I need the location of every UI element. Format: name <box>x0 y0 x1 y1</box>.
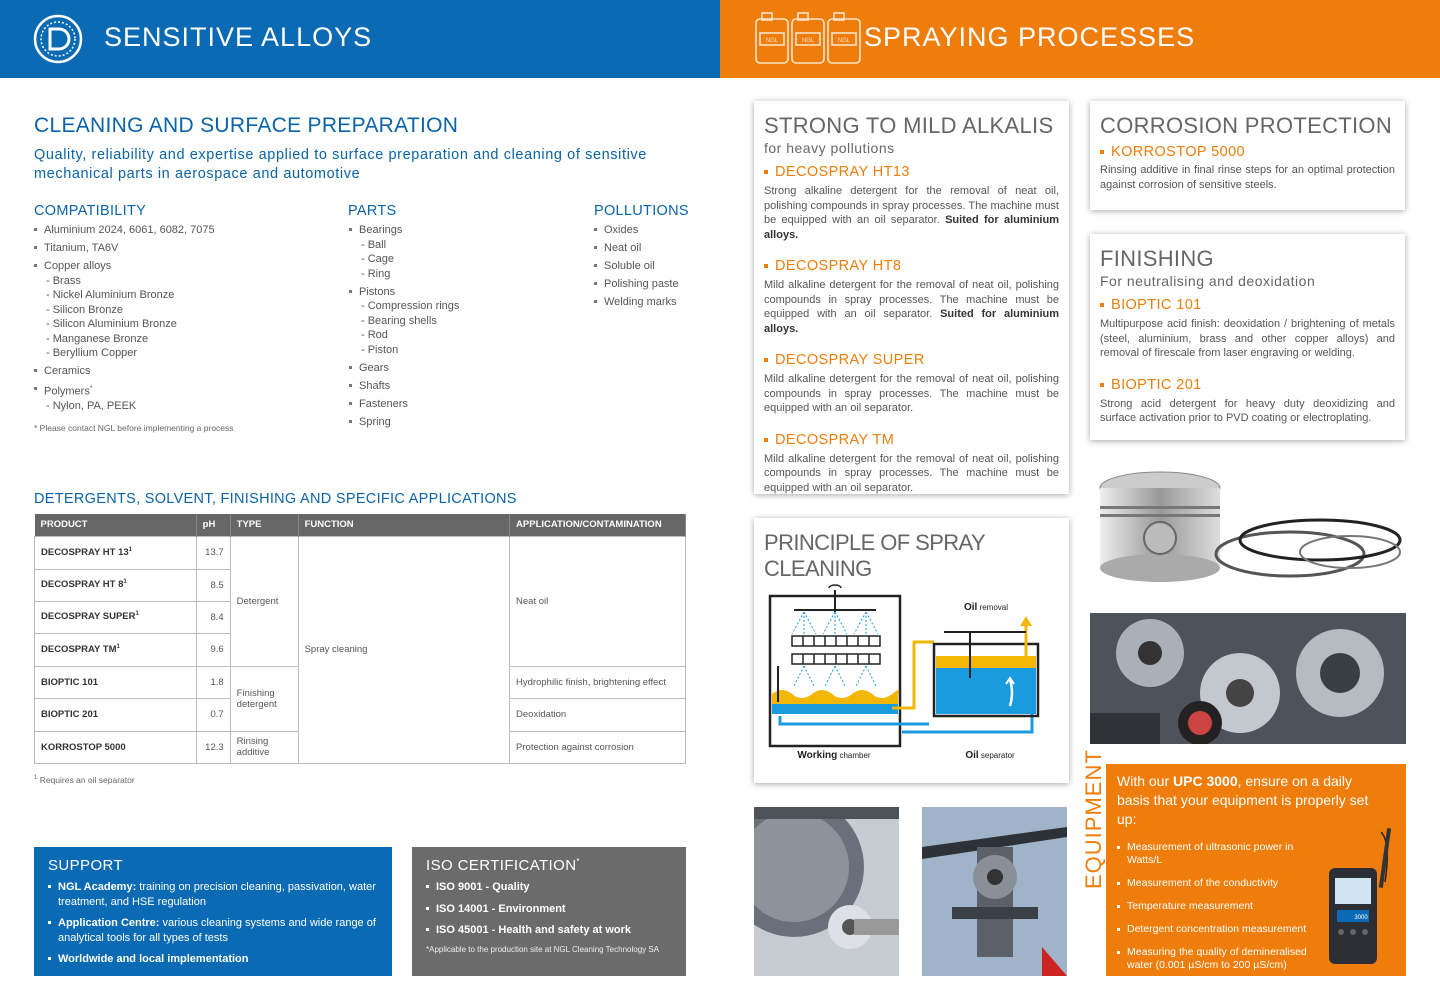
alkalis-card <box>754 101 1069 494</box>
product-name: BIOPTIC 201 <box>1100 377 1395 393</box>
list-sub-item: - Cage <box>361 253 395 265</box>
svg-text:Working chamber <box>797 750 871 761</box>
table-row <box>35 536 686 569</box>
equipment-list <box>1117 841 1309 972</box>
oil-removal-label: Oil <box>963 602 978 613</box>
alkalis-subtitle: for heavy pollutions <box>764 140 895 156</box>
can-label: NGL <box>801 38 815 44</box>
support-item: Worldwide and local implementation <box>48 952 378 967</box>
cleaning-title: CLEANING AND SURFACE PREPARATION <box>34 114 459 137</box>
cleaning-subtitle <box>34 146 714 184</box>
table-header: PRODUCT <box>35 514 197 536</box>
list-sub-item: - Manganese Bronze <box>46 332 149 345</box>
table-header: pH <box>196 514 230 536</box>
list-sub-item: - Nickel Aluminium Bronze <box>46 289 175 301</box>
compatibility-note: * Please contact NGL before implementing a process <box>34 423 234 433</box>
ph-cell: 9.6 <box>196 633 230 666</box>
finishing-card <box>1090 234 1405 440</box>
oil-removal-label: removal <box>977 603 1009 612</box>
oil-separator-icon <box>934 632 1038 716</box>
equipment-item: Measurement of ultrasonic power in Watts/L <box>1117 841 1309 867</box>
type-cell: Finishing detergent <box>230 666 298 731</box>
product-description: Strong acid detergent for heavy duty deoxidizing and surface activation prior to PVD coating or electroplating. <box>1100 397 1395 424</box>
can-label: NGL <box>765 38 779 44</box>
product-cell: DECOSPRAY SUPER$^1$ <box>35 601 197 633</box>
oil-separator-label: Oil <box>965 750 979 761</box>
finishing-title: FINISHING <box>1100 246 1214 271</box>
equipment-vertical-label: EQUIPMENT <box>1081 749 1106 889</box>
products-table <box>34 514 686 764</box>
detergent-cans-icon <box>754 11 864 65</box>
parts-title: PARTS <box>348 203 397 219</box>
product-description: Mild alkaline detergent for the removal of neat oil, polishing compounds in spray processes. The machine must be equipped with an oil separator. <box>764 373 1059 414</box>
product-description: Rinsing additive in final rinse steps for an optimal protection against corrosion of sensitive steels. <box>1100 164 1395 191</box>
finishing-subtitle: For neutralising and deoxidation <box>1100 273 1316 289</box>
table-header: FUNCTION <box>298 514 509 536</box>
product-name: KORROSTOP 5000 <box>1100 144 1395 160</box>
iso-box <box>412 847 686 976</box>
list-item: Aluminium 2024, 6061, 6082, 7075 <box>34 223 314 238</box>
ph-cell: 13.7 <box>196 536 230 569</box>
product-name: DECOSPRAY TM <box>764 432 1059 448</box>
product-name: DECOSPRAY SUPER <box>764 352 1059 368</box>
ph-cell: 0.7 <box>196 698 230 731</box>
iso-note: *Applicable to the production site at NGL Cleaning Technology SA <box>426 944 660 954</box>
product-cell: DECOSPRAY $TM^1$ <box>35 633 197 666</box>
list-item: Titanium, TA6V <box>34 241 314 256</box>
list-item: Soluble oil <box>594 259 714 274</box>
support-item: Application Centre: various cleaning systems and wide range of analytical tools for all types of tests <box>48 916 378 945</box>
list-sub-item: - Ball <box>361 238 387 251</box>
equipment-item: Detergent concentration measurement <box>1117 923 1309 936</box>
list-item: Oxides <box>594 223 714 238</box>
table-header: TYPE <box>230 514 298 536</box>
table-title: DETERGENTS, SOLVENT, FINISHING AND SPECIFIC APPLICATIONS <box>34 491 517 507</box>
pollutions-list <box>594 223 714 313</box>
product-description: Mild alkaline detergent for the removal of neat oil, polishing compounds in spray processes. The machine must be equipped with an oil separator. Suited for aluminium alloys. <box>764 279 1059 335</box>
ph-cell: 8.4 <box>196 601 230 633</box>
working-chamber-label: Working <box>797 750 838 761</box>
list-item: Spring <box>349 415 549 430</box>
equipment-item: Measuring the quality of demineralised water (0.001 µS/cm to 200 µS/cm) <box>1117 946 1309 972</box>
equipment-intro: With our UPC 3000, ensure on a daily basis that your equipment is properly set up: <box>1117 773 1369 827</box>
header-left <box>0 0 720 78</box>
ph-cell: 12.3 <box>196 731 230 763</box>
type-cell: Detergent <box>230 536 298 666</box>
cleaning-subtitle-line-1: Quality, reliability and expertise applied to surface preparation and cleaning of sensitive <box>34 147 647 163</box>
table-header: APPLICATION/CONTAMINATION <box>510 514 686 536</box>
piston-photo <box>1090 462 1406 592</box>
svg-text:Oil separator <box>965 750 1015 761</box>
support-box <box>34 847 392 976</box>
engine-photo <box>1090 613 1406 744</box>
product-description: Strong alkaline detergent for the removal of neat oil, polishing compounds in spray processes. The machine must be equipped with an oil separator. Suited for aluminium alloys. <box>764 185 1059 241</box>
ngl-logo-icon <box>33 14 83 64</box>
iso-list <box>426 880 672 938</box>
header-right <box>720 0 1440 78</box>
list-sub-item: - Compression rings <box>361 300 460 312</box>
can-label: NGL <box>837 38 851 44</box>
parts-list <box>349 223 549 433</box>
iso-item: ISO 9001 - Quality <box>426 880 672 895</box>
support-title: SUPPORT <box>48 857 124 874</box>
cleaning-subtitle-line-2: mechanical parts in aerospace and automotive <box>34 166 361 182</box>
compatibility-list <box>34 223 314 417</box>
working-chamber-label: chamber <box>837 751 871 760</box>
product-name: DECOSPRAY HT13 <box>764 164 1059 180</box>
device-label: 3000 <box>1354 915 1368 921</box>
list-item: Neat oil <box>594 241 714 256</box>
list-sub-item: - Silicon Aluminium Bronze <box>46 318 177 330</box>
list-item: Pistons - Compression rings - Bearing shells - Rod - Piston <box>349 285 549 358</box>
corrosion-card <box>1090 101 1405 210</box>
application-cell: Neat oil <box>510 536 686 666</box>
list-item: Gears <box>349 361 549 376</box>
application-cell: Protection against corrosion <box>510 731 686 763</box>
oil-separator-label: separator <box>978 751 1015 760</box>
product-cell: BIOPTIC 201 <box>35 698 197 731</box>
list-sub-item: - Brass <box>46 274 81 287</box>
application-cell: Hydrophilic finish, brightening effect <box>510 666 686 698</box>
support-list <box>48 880 378 967</box>
list-item: Bearings - Ball - Cage - Ring <box>349 223 549 281</box>
product-cell: DECOSPRAY HT $13^1$ <box>35 536 197 569</box>
helicopter-rotor-photo <box>922 807 1067 976</box>
iso-title: ISO CERTIFICATION* <box>426 857 580 874</box>
list-item: Copper alloys - Brass - Nickel Aluminium Bronze - Silicon Bronze - Silicon Aluminium Bronze - Manganese Bronze - Beryllium Copper <box>34 259 314 361</box>
list-sub-item: - Beryllium Copper <box>46 347 138 359</box>
corrosion-title: CORROSION PROTECTION <box>1100 113 1393 138</box>
iso-item: ISO 14001 - Environment <box>426 902 672 917</box>
list-sub-item: - Silicon Bronze <box>46 303 124 316</box>
working-chamber-icon <box>770 585 900 746</box>
list-sub-item: - Piston <box>361 343 399 356</box>
principle-title: PRINCIPLE OF SPRAY CLEANING <box>764 530 985 581</box>
list-item: Shafts <box>349 379 549 394</box>
equipment-item: Measurement of the conductivity <box>1117 877 1309 890</box>
list-sub-item: - Nylon, PA, PEEK <box>46 400 137 413</box>
type-cell: Rinsing additive <box>230 731 298 763</box>
equipment-item: Temperature measurement <box>1117 900 1309 913</box>
pollutions-title: POLLUTIONS <box>594 203 689 219</box>
list-item: Welding marks <box>594 295 714 310</box>
function-cell: Spray cleaning <box>298 536 509 763</box>
product-cell: BIOPTIC 101 <box>35 666 197 698</box>
header-right-title: SPRAYING PROCESSES <box>864 22 1196 52</box>
list-item: Polishing paste <box>594 277 714 292</box>
list-item: Fasteners <box>349 397 549 412</box>
upc-3000-device-icon <box>1321 820 1401 970</box>
gear-photo <box>754 807 899 976</box>
support-item: NGL Academy: training on precision cleaning, passivation, water treatment, and HSE regulation <box>48 880 378 909</box>
table-footnote: $^1$ Requires an oil separator <box>34 775 135 785</box>
product-name: DECOSPRAY HT8 <box>764 258 1059 274</box>
table-header-row <box>35 514 686 536</box>
iso-item: ISO 45001 - Health and safety at work <box>426 923 672 938</box>
list-sub-item: - Ring <box>361 267 391 280</box>
list-item: Polymers* - Nylon, PA, PEEK <box>34 382 314 414</box>
ph-cell: 1.8 <box>196 666 230 698</box>
compatibility-title: COMPATIBILITY <box>34 203 147 219</box>
product-description: Multipurpose acid finish: deoxidation / brightening of metals (steel, aluminium, brass and other copper alloys) and removal of firescale from laser engraving or welding. <box>1100 318 1395 359</box>
svg-text:Oil removal <box>964 602 1008 613</box>
ph-cell: 8.5 <box>196 569 230 601</box>
equipment-box <box>1106 764 1406 976</box>
header-left-title: SENSITIVE ALLOYS <box>104 22 373 52</box>
list-sub-item: - Bearing shells <box>361 314 437 327</box>
principle-card <box>754 518 1069 783</box>
list-item: Ceramics <box>34 364 314 379</box>
product-description: Mild alkaline detergent for the removal of neat oil, polishing compounds in spray processes. The machine must be equipped with an oil separator. <box>764 452 1059 494</box>
application-cell: Deoxidation <box>510 698 686 731</box>
product-cell: KORROSTOP 5000 <box>35 731 197 763</box>
alkalis-title: STRONG TO MILD ALKALIS <box>764 113 1054 138</box>
list-sub-item: - Rod <box>361 329 388 341</box>
spray-cleaning-diagram <box>764 582 1064 772</box>
product-cell: DECOSPRAY HT $8^1$ <box>35 569 197 601</box>
product-name: BIOPTIC 101 <box>1100 297 1395 313</box>
